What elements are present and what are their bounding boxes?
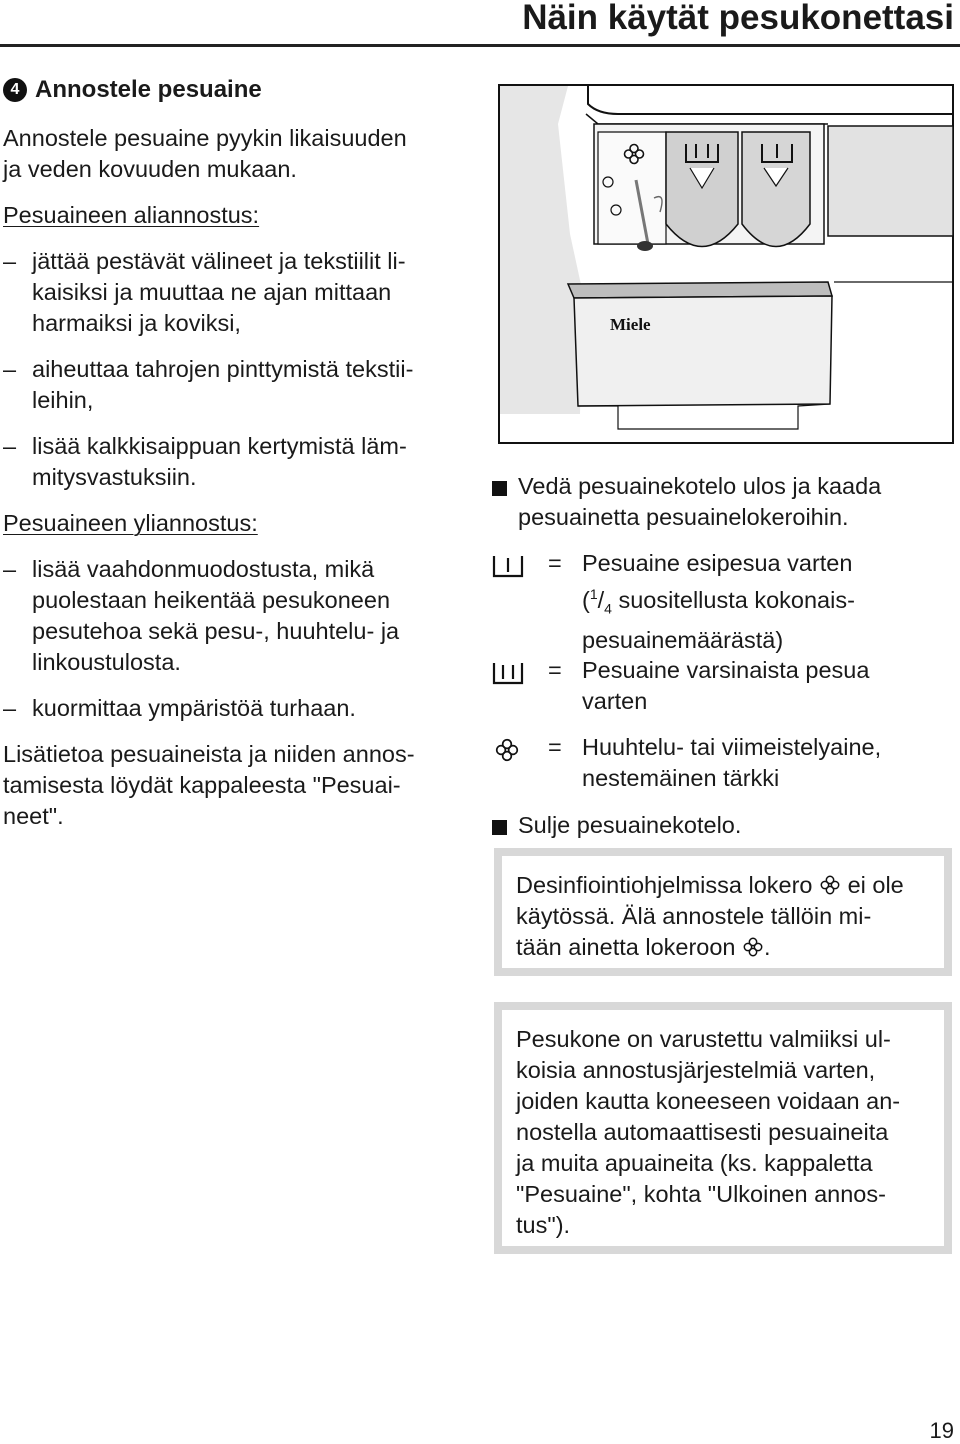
bullet-square <box>492 820 507 835</box>
page-number: 19 <box>929 1418 954 1443</box>
step-heading <box>3 76 262 104</box>
note-box-disinfection: Desinfiointiohjelmissa lokero ei ole käytössä. Älä annostele tällöin mi- tään ainetta lokeroon . <box>494 848 952 976</box>
flower-icon <box>819 874 841 896</box>
main-wash-icon <box>490 659 526 687</box>
flower-icon <box>490 736 526 764</box>
flower-icon <box>742 936 764 958</box>
header-rule <box>0 44 960 47</box>
overdosing-heading: Pesuaineen yliannostus: <box>3 510 258 536</box>
underdosing-heading: Pesuaineen aliannostus: <box>3 202 260 228</box>
brand-logo: Miele <box>610 315 651 334</box>
step-title: Annostele pesuaine <box>35 76 262 103</box>
page-header-title: Näin käytät pesukonettasi <box>522 0 954 37</box>
more-info-paragraph: Lisätietoa pesuaineista ja niiden annos- tamisesta löydät kappaleesta "Pesuai- neet". <box>3 741 415 829</box>
detergent-drawer-illustration <box>498 84 954 444</box>
prewash-icon <box>490 552 526 580</box>
bullet-square <box>492 481 507 496</box>
step-number-badge: 4 <box>3 78 27 102</box>
intro-paragraph: Annostele pesuaine pyykin likaisuuden ja veden kovuuden mukaan. <box>3 125 407 182</box>
note-box-external-dosing: Pesukone on varustettu valmiiksi ul- koisia annostusjärjestelmiä varten, joiden kautta koneeseen voidaan an- nostella automaattisesti pesuaineita ja muita apuaineita (ks. kappaletta "Pesuaine", kohta "Ulkoinen annos- tus"). <box>494 1002 952 1254</box>
